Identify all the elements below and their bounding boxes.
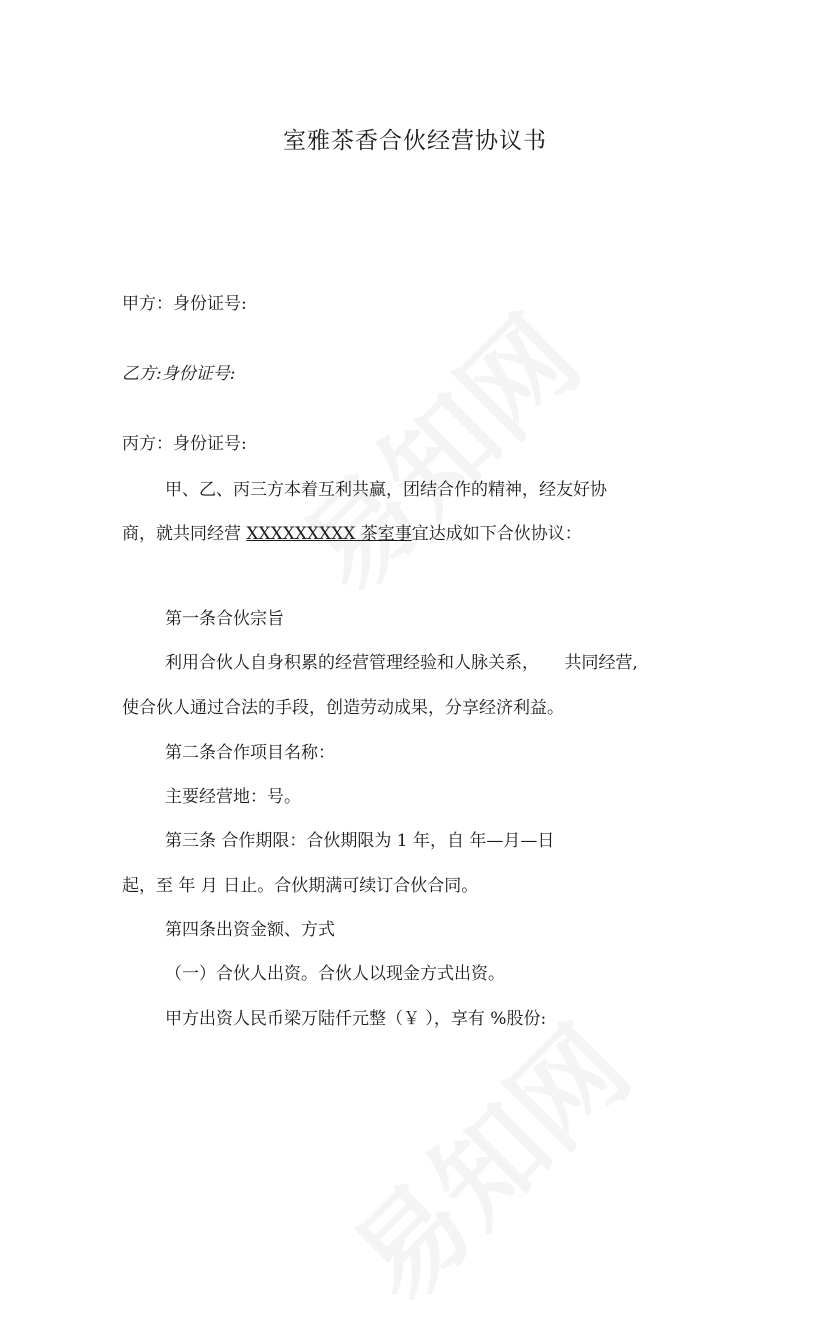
teahouse-name: XXXXXXXXX 茶室事 bbox=[246, 524, 412, 544]
party-c-line: 丙方：身份证号: bbox=[122, 434, 247, 454]
intro-prefix: 商，就共同经营 bbox=[122, 524, 247, 544]
document-title: 室雅茶香合伙经营协议书 bbox=[283, 128, 547, 154]
article-3-line-1: 第三条 合作期限：合伙期限为 1 年，自 年—月—日 bbox=[165, 831, 555, 851]
article-4-title: 第四条出资金额、方式 bbox=[165, 920, 335, 940]
article-1-title: 第一条合伙宗旨 bbox=[165, 609, 284, 629]
intro-paragraph-line-1: 甲、乙、丙三方本着互利共赢，团结合作的精神，经友好协 bbox=[165, 480, 607, 500]
article-1-line-1: 利用合伙人自身积累的经营管理经验和人脉关系， 共同经营, bbox=[165, 653, 638, 673]
article-2-address: 主要经营地：号。 bbox=[165, 787, 301, 807]
intro-suffix: 宜达成如下合伙协议： bbox=[411, 524, 582, 544]
watermark bbox=[312, 986, 657, 1331]
party-b-line: 乙方:身份证号: bbox=[122, 364, 236, 384]
party-a-line: 甲方：身份证号: bbox=[122, 294, 247, 314]
article-2-title: 第二条合作项目名称： bbox=[165, 743, 335, 763]
intro-paragraph-line-2 bbox=[122, 522, 582, 546]
article-4-item-1: （一）合伙人出资。合伙人以现金方式出资。 bbox=[165, 964, 505, 984]
watermark bbox=[262, 276, 607, 621]
article-1-line-2: 使合伙人通过合法的手段，创造劳动成果，分享经济利益。 bbox=[122, 698, 564, 718]
article-3-line-2: 起，至 年 月 日止。合伙期满可续订合伙合同。 bbox=[122, 876, 479, 896]
article-4-party-a-contribution: 甲方出资人民币梁万陆仟元整（￥ ），享有 %股份: bbox=[165, 1009, 547, 1029]
